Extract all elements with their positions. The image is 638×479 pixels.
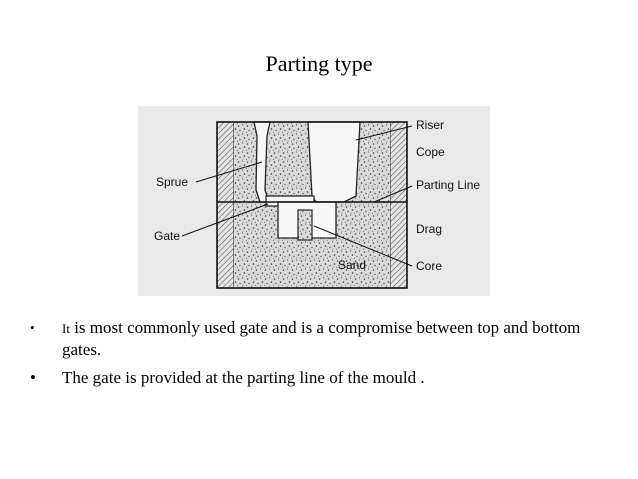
bullet-marker: • (30, 368, 36, 387)
parting-line-label: Parting Line (416, 178, 481, 192)
core (298, 210, 312, 240)
drag-wall-left (217, 202, 234, 288)
drag-wall-right (390, 202, 407, 288)
bullet-list (30, 317, 620, 395)
parting-gate-diagram (138, 106, 490, 296)
riser-label: Riser (416, 118, 445, 132)
bullet-item (30, 367, 620, 388)
drag-label: Drag (416, 222, 443, 236)
bullet-prefix: It (62, 321, 70, 336)
bullet-text: is most commonly used gate and is a compromise between top and bottom gates. (62, 318, 581, 359)
slide-title: Parting type (265, 51, 373, 76)
cope-wall-left (217, 122, 234, 202)
gate-label: Gate (154, 229, 181, 243)
riser-cavity (308, 122, 360, 202)
bullet-item (30, 317, 620, 360)
bullet-text: The gate is provided at the parting line of the mould . (62, 368, 425, 387)
bullet-marker: • (30, 320, 35, 335)
cope-label: Cope (416, 145, 445, 159)
sprue-label: Sprue (156, 175, 189, 189)
cope-wall-right (390, 122, 407, 202)
sand-label: Sand (338, 258, 367, 272)
core-label: Core (416, 259, 443, 273)
